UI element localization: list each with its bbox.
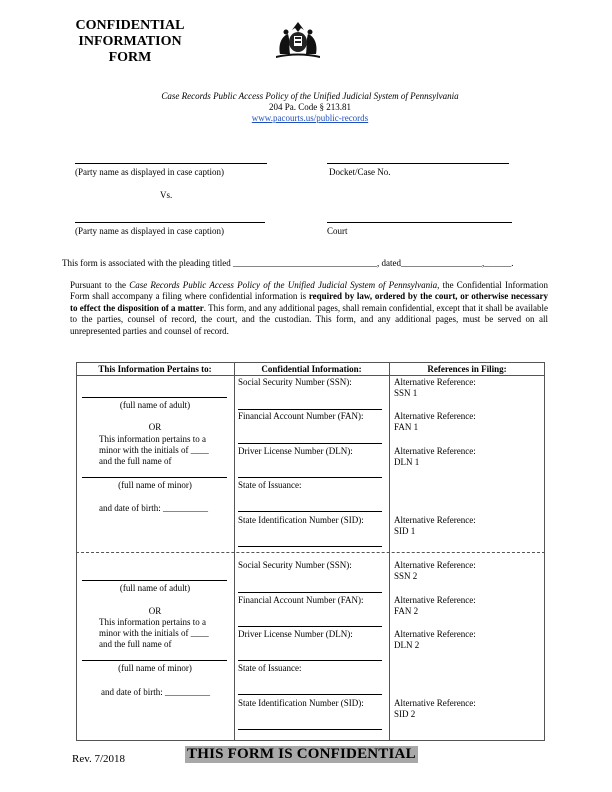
code-citation: 204 Pa. Code § 213.81 [269,102,351,112]
sid-line[interactable] [238,546,382,547]
policy-title: Case Records Public Access Policy of the Unified Judicial System of Pennsylvania [161,91,459,101]
state-line[interactable] [238,694,382,695]
revision-label: Rev. 7/2018 [72,753,126,765]
dob-field[interactable]: and date of birth: __________ [101,687,210,697]
minor-name-label: (full name of minor) [118,663,192,673]
state-line[interactable] [238,511,382,512]
state-label: State of Issuance: [238,480,302,490]
state-label: State of Issuance: [238,663,302,673]
dln-label: Driver License Number (DLN): [238,446,353,456]
dln-label: Driver License Number (DLN): [238,629,353,639]
alt-ref-label: Alternative Reference: [394,629,476,639]
adult-name-line[interactable] [82,397,227,398]
or-label: OR [148,606,162,616]
alt-ref-label: Alternative Reference: [394,560,476,570]
ssn-label: Social Security Number (SSN): [238,560,352,570]
instructions-paragraph: Pursuant to the Case Records Public Access Policy of the Unified Judicial System of Pennsylvania, the Confidential Information Form shall accompany a filing where confidential information is required by law, ordered by the court, or otherwise necessary to effect the disposition of a matter. This form, and any additional pages, shall remain confidential, except that it shall be available to the parties, counsel of record, the court, and the custodian. This form, and any additional pages, must be served on all unrepresented parties and counsel of record. [70,280,549,336]
sid-label: State Identification Number (SID): [238,515,364,525]
party1-label: (Party name as displayed in case caption) [75,167,224,177]
ssn-line[interactable] [238,409,382,410]
ref-sid-1: SID 1 [394,526,416,536]
public-records-link[interactable]: www.pacourts.us/public-records [251,113,369,123]
ssn-label: Social Security Number (SSN): [238,377,352,387]
alt-ref-label: Alternative Reference: [394,446,476,456]
ref-ssn-1: SSN 1 [394,388,418,398]
form-title: CONFIDENTIAL INFORMATION FORM [75,18,185,65]
header-pertains: This Information Pertains to: [98,364,212,374]
ref-sid-2: SID 2 [394,709,416,719]
fan-line[interactable] [238,626,382,627]
minor-text-3: and the full name of [99,639,172,649]
party2-label: (Party name as displayed in case caption) [75,226,224,236]
ref-dln-1: DLN 1 [394,457,420,467]
sid-line[interactable] [238,729,382,730]
alt-ref-label: Alternative Reference: [394,411,476,421]
minor-text-2[interactable]: minor with the initials of ____ [99,445,209,455]
alt-ref-label: Alternative Reference: [394,698,476,708]
ssn-line[interactable] [238,592,382,593]
adult-name-label: (full name of adult) [119,583,191,593]
court-line[interactable] [327,222,512,223]
minor-name-label: (full name of minor) [118,480,192,490]
minor-text-3: and the full name of [99,456,172,466]
fan-label: Financial Account Number (FAN): [238,595,364,605]
party1-line[interactable] [75,163,267,164]
minor-name-line[interactable] [82,660,227,661]
court-label: Court [327,226,348,236]
dln-line[interactable] [238,660,382,661]
party2-line[interactable] [75,222,265,223]
header-references: References in Filing: [427,364,507,374]
minor-name-line[interactable] [82,477,227,478]
adult-name-line[interactable] [82,580,227,581]
ref-dln-2: DLN 2 [394,640,420,650]
pleading-association[interactable]: This form is associated with the pleading titled ________________________________, dated__________________,______. [62,258,514,268]
dln-line[interactable] [238,477,382,478]
ref-fan-1: FAN 1 [394,422,419,432]
adult-name-label: (full name of adult) [119,400,191,410]
docket-label: Docket/Case No. [329,167,391,177]
docket-line[interactable] [327,163,509,164]
section-divider [76,552,545,553]
pennsylvania-seal-icon [268,18,328,60]
minor-text-2[interactable]: minor with the initials of ____ [99,628,209,638]
dob-field[interactable]: and date of birth: __________ [99,503,208,513]
or-label: OR [148,422,162,432]
fan-line[interactable] [238,443,382,444]
header-row-divider [76,375,545,376]
confidential-banner: THIS FORM IS CONFIDENTIAL [187,746,416,762]
vs-label: Vs. [160,190,173,200]
sid-label: State Identification Number (SID): [238,698,364,708]
fan-label: Financial Account Number (FAN): [238,411,364,421]
minor-text-1: This information pertains to a [99,434,206,444]
alt-ref-label: Alternative Reference: [394,595,476,605]
header-confidential: Confidential Information: [261,364,362,374]
minor-text-1: This information pertains to a [99,617,206,627]
alt-ref-label: Alternative Reference: [394,515,476,525]
ref-fan-2: FAN 2 [394,606,419,616]
ref-ssn-2: SSN 2 [394,571,418,581]
alt-ref-label: Alternative Reference: [394,377,476,387]
